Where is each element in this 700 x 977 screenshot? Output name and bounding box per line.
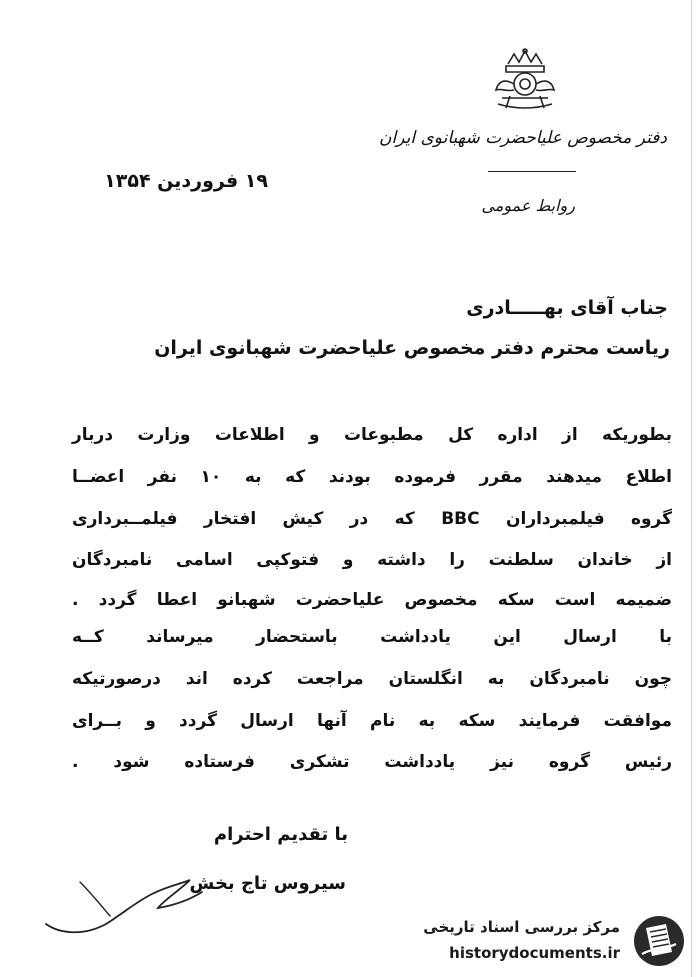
- closing-phrase: با تقدیم احترام: [213, 824, 348, 845]
- signer-name: سیروس تاج بخش: [189, 873, 346, 894]
- archive-url: historydocuments.ir: [449, 944, 620, 962]
- handwritten-signature: [40, 862, 210, 940]
- royal-crown-emblem-icon: [488, 48, 562, 114]
- body-line: گروه فیلمبرداران BBC که در کیش افتخار فیلمــبرداری: [72, 509, 673, 529]
- recipient-title: ریاست محترم دفتر مخصوص علیاحضرت شهبانوی ایران: [154, 337, 670, 359]
- header-divider: [488, 171, 576, 172]
- body-line: ضمیمه است سکه مخصوص علیاحضرت شهبانو اعطا گردد .: [72, 590, 672, 610]
- scan-edge-line: [691, 0, 692, 977]
- body-line: بطوریکه از اداره کل مطبوعات و اطلاعات وزارت دربار: [72, 425, 672, 445]
- body-line: چون نامبردگان به انگلستان مراجعت کرده اند درصورتیکه: [72, 669, 672, 689]
- archive-watermark: [410, 910, 692, 972]
- body-line: رئیس گروه نیز یادداشت تشکری فرستاده شود .: [72, 752, 672, 772]
- body-line: اطلاع میدهند مقرر فرموده بودند که به ۱۰ نفر اعضــا: [72, 467, 673, 487]
- archive-document-logo-icon: [630, 914, 688, 968]
- recipient-name: جناب آقای بهـــــادری: [466, 297, 668, 319]
- letter-date: ۱۹ فروردین ۱۳۵۴: [104, 170, 268, 192]
- body-line: با ارسال این یادداشت باستحضار میرساند کــه: [72, 627, 672, 647]
- body-line: موافقت فرمایند سکه به نام آنها ارسال گردد و بــرای: [72, 711, 672, 731]
- archive-center-name: مرکز بررسی اسناد تاریخی: [423, 918, 620, 936]
- office-title: دفتر مخصوص علیاحضرت شهبانوی ایران: [379, 128, 667, 148]
- department-name: روابط عمومی: [481, 196, 575, 215]
- body-line: از خاندان سلطنت را داشته و فتوکپی اسامی نامبردگان: [72, 550, 672, 570]
